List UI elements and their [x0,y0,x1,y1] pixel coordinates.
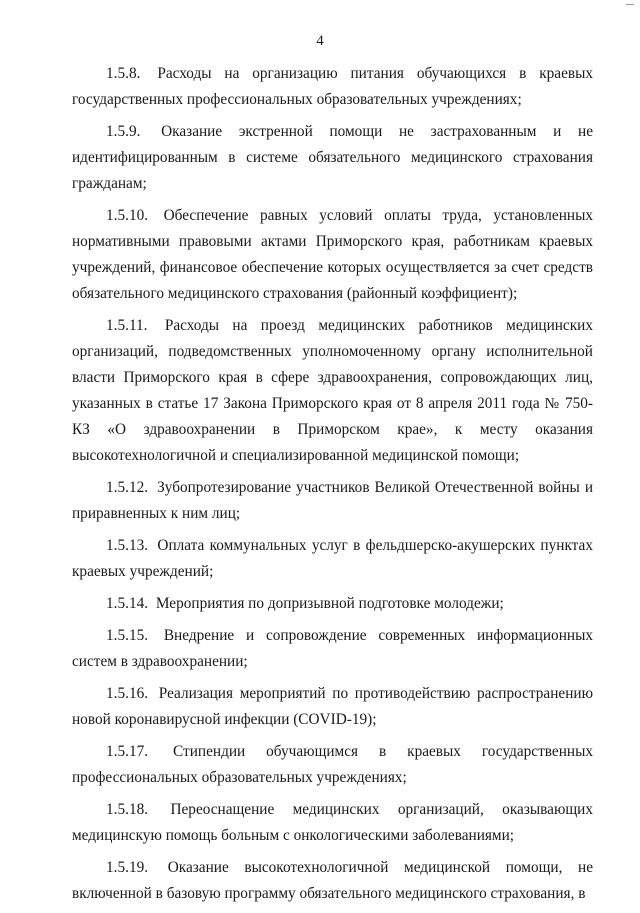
item-number: 1.5.12. [106,479,149,496]
item-text: Стипендии обучающимся в краевых государственных профессиональных образовательных учреждениях; [72,743,594,786]
item-text: Оказание экстренной помощи не застрахованным и не идентифицированным в системе обязательного медицинского страхования гражданам; [72,123,593,192]
item-number: 1.5.9. [106,123,141,140]
list-item-1-5-18 [72,797,593,849]
item-number: 1.5.19. [106,859,149,876]
item-text: Расходы на проезд медицинских работников медицинских организаций, подведомственных уполномоченному органу исполнительной власти Приморского края в сфере здравоохранения, сопровождающих лиц, указанных в статье 17 Закона Приморского края от 8 апреля 2011 года № 750-КЗ «О здравоохранении в Приморском крае», к месту оказания высокотехнологичной и специализированной медицинской помощи; [72,317,593,464]
item-text: Оплата коммунальных услуг в фельдшерско-акушерских пунктах краевых учреждений; [72,537,593,580]
list-item-1-5-15 [72,623,593,675]
item-text: Обеспечение равных условий оплаты труда, установленных нормативными правовыми актами Приморского края, работникам краевых учреждений, финансовое обеспечение которых осуществляется за счет средств обязательного медицинского страхования (районный коэффициент); [72,207,594,302]
item-text: Оказание высокотехнологичной медицинской помощи, не включенной в базовую программу обязательного медицинского страхования, в [72,859,593,902]
item-text: Внедрение и сопровождение современных информационных систем в здравоохранении; [72,627,593,670]
item-text: Зубопротезирование участников Великой Отечественной войны и приравненных к ним лиц; [72,479,594,522]
list-item-1-5-14 [72,591,593,617]
list-item-1-5-19 [72,855,593,907]
item-text: Реализация мероприятий по противодействию распространению новой коронавирусной инфекции (COVID-19); [72,685,593,728]
item-number: 1.5.10. [106,207,149,224]
item-number: 1.5.14. [106,595,149,612]
list-item-1-5-9 [72,119,593,197]
item-number: 1.5.17. [106,743,149,760]
list-item-1-5-16 [72,681,593,733]
page-number: 4 [316,33,324,49]
list-item-1-5-10 [72,203,593,307]
item-number: 1.5.16. [106,685,149,702]
list-item-1-5-11 [72,313,593,469]
scan-artifact [626,4,634,5]
item-number: 1.5.13. [106,537,149,554]
list-item-1-5-13 [72,533,593,585]
item-text: Переоснащение медицинских организаций, оказывающих медицинскую помощь больным с онкологическими заболеваниями; [72,801,593,844]
list-item-1-5-8 [72,61,593,113]
item-text: Расходы на организацию питания обучающихся в краевых государственных профессиональных образовательных учреждениях; [72,65,594,108]
list-item-1-5-12 [72,475,593,527]
list-item-1-5-17 [72,739,593,791]
item-number: 1.5.11. [106,317,148,334]
item-number: 1.5.18. [106,801,149,818]
item-number: 1.5.8. [106,65,141,82]
item-text: Мероприятия по допризывной подготовке молодежи; [155,595,504,612]
document-body [72,61,593,913]
item-number: 1.5.15. [106,627,149,644]
